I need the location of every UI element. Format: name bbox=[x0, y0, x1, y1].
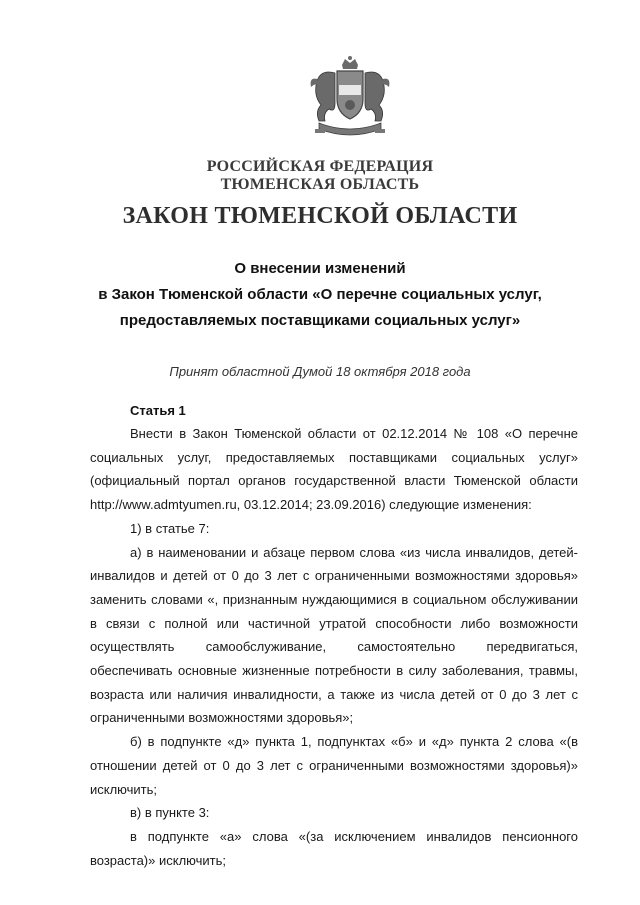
paragraph: б) в подпункте «д» пункта 1, подпунктах «б» и «д» пункта 2 слова «(в отношении детей от 0 до 3 лет с ограниченными возможностями здоровья)» исключить; bbox=[90, 734, 578, 797]
paragraph: в подпункте «а» слова «(за исключением инвалидов пенсионного возраста)» исключить; bbox=[90, 828, 578, 868]
title-line-2: в Закон Тюменской области «О перечне социальных услуг, bbox=[98, 286, 542, 303]
paragraph: Внести в Закон Тюменской области от 02.12.2014 № 108 «О перечне социальных услуг, предоставляемых поставщиками социальных услуг» (официальный портал органов государственной власти Тюменской области http://www.admtyumen.ru, 03.12.2014; 23.09.2016) следующие изменения: bbox=[90, 426, 578, 513]
adoption-note: Принят областной Думой 18 октября 2018 года bbox=[169, 364, 471, 379]
paragraph: 1) в статье 7: bbox=[130, 520, 210, 536]
header-country: РОССИЙСКАЯ ФЕДЕРАЦИЯ bbox=[206, 158, 434, 175]
header-region: ТЮМЕНСКАЯ ОБЛАСТЬ bbox=[220, 176, 420, 193]
title-line-1: О внесении изменений bbox=[234, 260, 406, 277]
law-heading: ЗАКОН ТЮМЕНСКОЙ ОБЛАСТИ bbox=[122, 203, 518, 229]
article-heading: Статья 1 bbox=[130, 403, 186, 418]
paragraph: в) в пункте 3: bbox=[130, 805, 210, 821]
title-line-3: предоставляемых поставщиками социальных услуг» bbox=[119, 312, 521, 329]
paragraph: а) в наименовании и абзаце первом слова «из числа инвалидов, детей-инвалидов и детей от 0 до 3 лет с ограниченными возможностями здоровья» заменить словами «, признанным нуждающимися в социальном обслуживании в связи с полной или частичной утратой способности либо возможности осуществлять самообслуживание, самостоятельно передвигаться, обеспечивать основные жизненные потребности в силу заболевания, травмы, возраста или наличия инвалидности, а также из числа детей от 0 до 3 лет с ограниченными возможностями здоровья»; bbox=[90, 544, 578, 726]
article-body bbox=[90, 422, 578, 872]
coat-of-arms-icon bbox=[295, 55, 405, 145]
